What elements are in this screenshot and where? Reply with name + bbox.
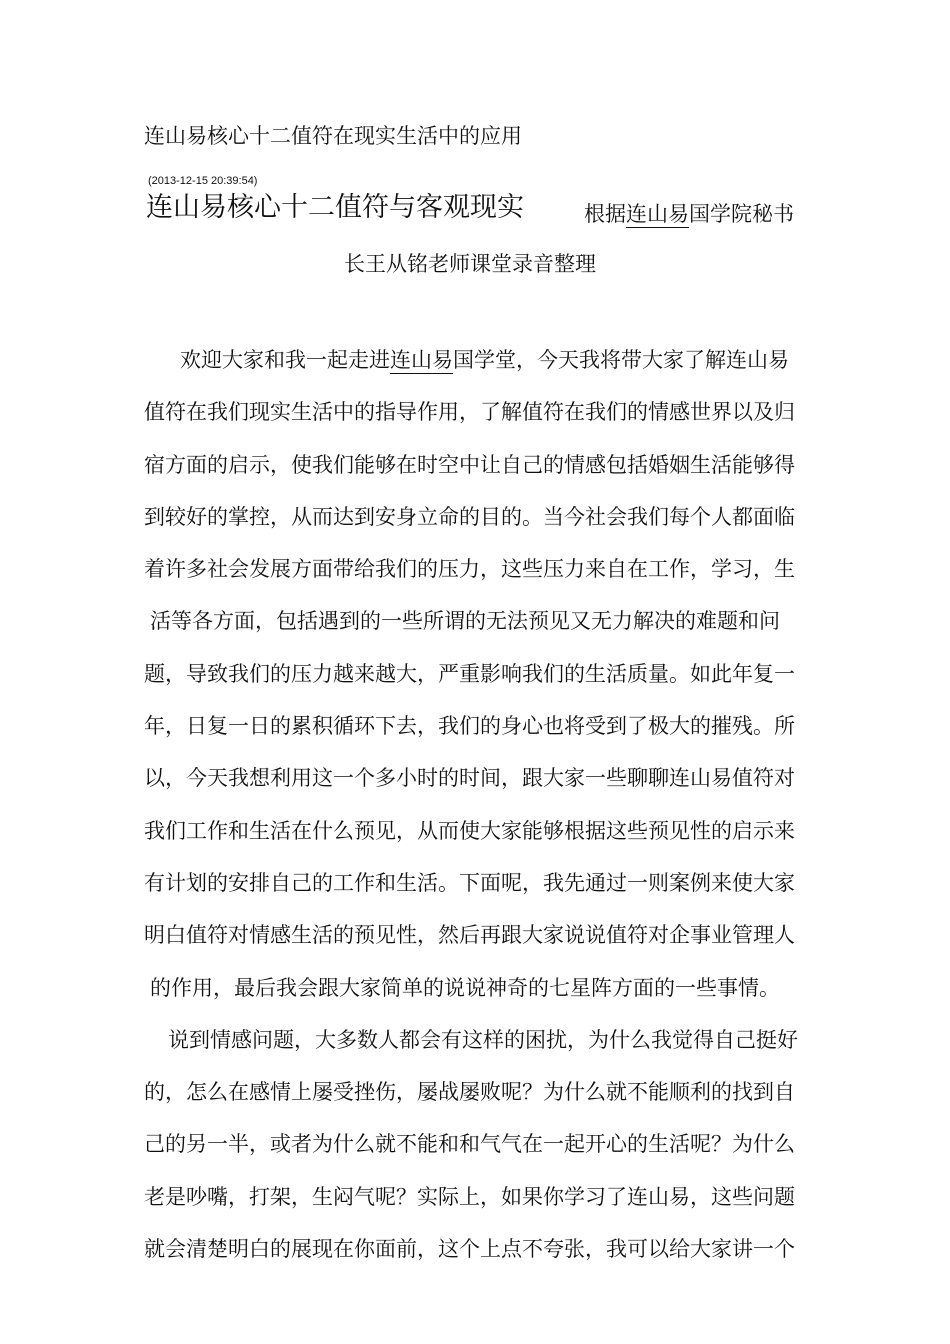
body-line: 老是吵嘴，打架，生闷气呢？实际上，如果你学习了连山易，这些问题 (144, 1184, 795, 1209)
byline-suffix: 国学院秘书 (689, 202, 794, 226)
byline-continued: 长王从铭老师课堂录音整理 (344, 252, 596, 276)
inline-link[interactable]: 连山易 (390, 348, 453, 372)
body-line: 己的另一半，或者为什么就不能和和气气在一起开心的生活呢？为什么 (144, 1132, 795, 1157)
body-line: 说到情感问题，大多数人都会有这样的困扰，为什么我觉得自己挺好 (168, 1027, 798, 1052)
article-heading: 连山易核心十二值符与客观现实 (146, 192, 524, 223)
byline (584, 200, 794, 228)
body-line: 值符在我们现实生活中的指导作用，了解值符在我们的情感世界以及归 (144, 400, 795, 425)
document-title: 连山易核心十二值符在现实生活中的应用 (144, 124, 522, 148)
body-line: 着许多社会发展方面带给我们的压力，这些压力来自在工作，学习，生 (144, 557, 795, 582)
body-line: 以，今天我想利用这一个多小时的时间，跟大家一些聊聊连山易值符对 (144, 766, 795, 791)
body-line: 有计划的安排自己的工作和生活。下面呢，我先通过一则案例来使大家 (144, 870, 795, 895)
byline-link[interactable]: 连山易 (626, 202, 689, 226)
body-line: 宿方面的启示，使我们能够在时空中让自己的情感包括婚姻生活能够得 (144, 452, 795, 477)
body-line: 就会清楚明白的展现在你面前，这个上点不夸张，我可以给大家讲一个 (144, 1237, 795, 1262)
body-line (144, 343, 814, 395)
article-body (144, 343, 814, 1284)
body-line: 我们工作和生活在什么预见，从而使大家能够根据这些预见性的启示来 (144, 818, 795, 843)
byline-prefix: 根据 (584, 202, 626, 226)
body-line: 题，导致我们的压力越来越大，严重影响我们的生活质量。如此年复一 (144, 661, 795, 686)
body-line: 年，日复一日的累积循环下去，我们的身心也将受到了极大的摧残。所 (144, 714, 795, 739)
body-line-text: 欢迎大家和我一起走进 (180, 348, 390, 372)
body-line-text: 国学堂，今天我将带大家了解连山易 (453, 348, 789, 372)
body-line: 到较好的掌控，从而达到安身立命的目的。当今社会我们每个人都面临 (144, 504, 795, 529)
body-line: 明白值符对情感生活的预见性，然后再跟大家说说值符对企事业管理人 (144, 923, 795, 948)
body-line: 活等各方面，包括遇到的一些所谓的无法预见又无力解决的难题和问 (150, 609, 780, 634)
body-line: 的，怎么在感情上屡受挫伤，屡战屡败呢？为什么就不能顺利的找到自 (144, 1080, 795, 1105)
post-timestamp: (2013-12-15 20:39:54) (148, 175, 258, 187)
body-line: 的作用，最后我会跟大家简单的说说神奇的七星阵方面的一些事情。 (150, 975, 780, 1000)
